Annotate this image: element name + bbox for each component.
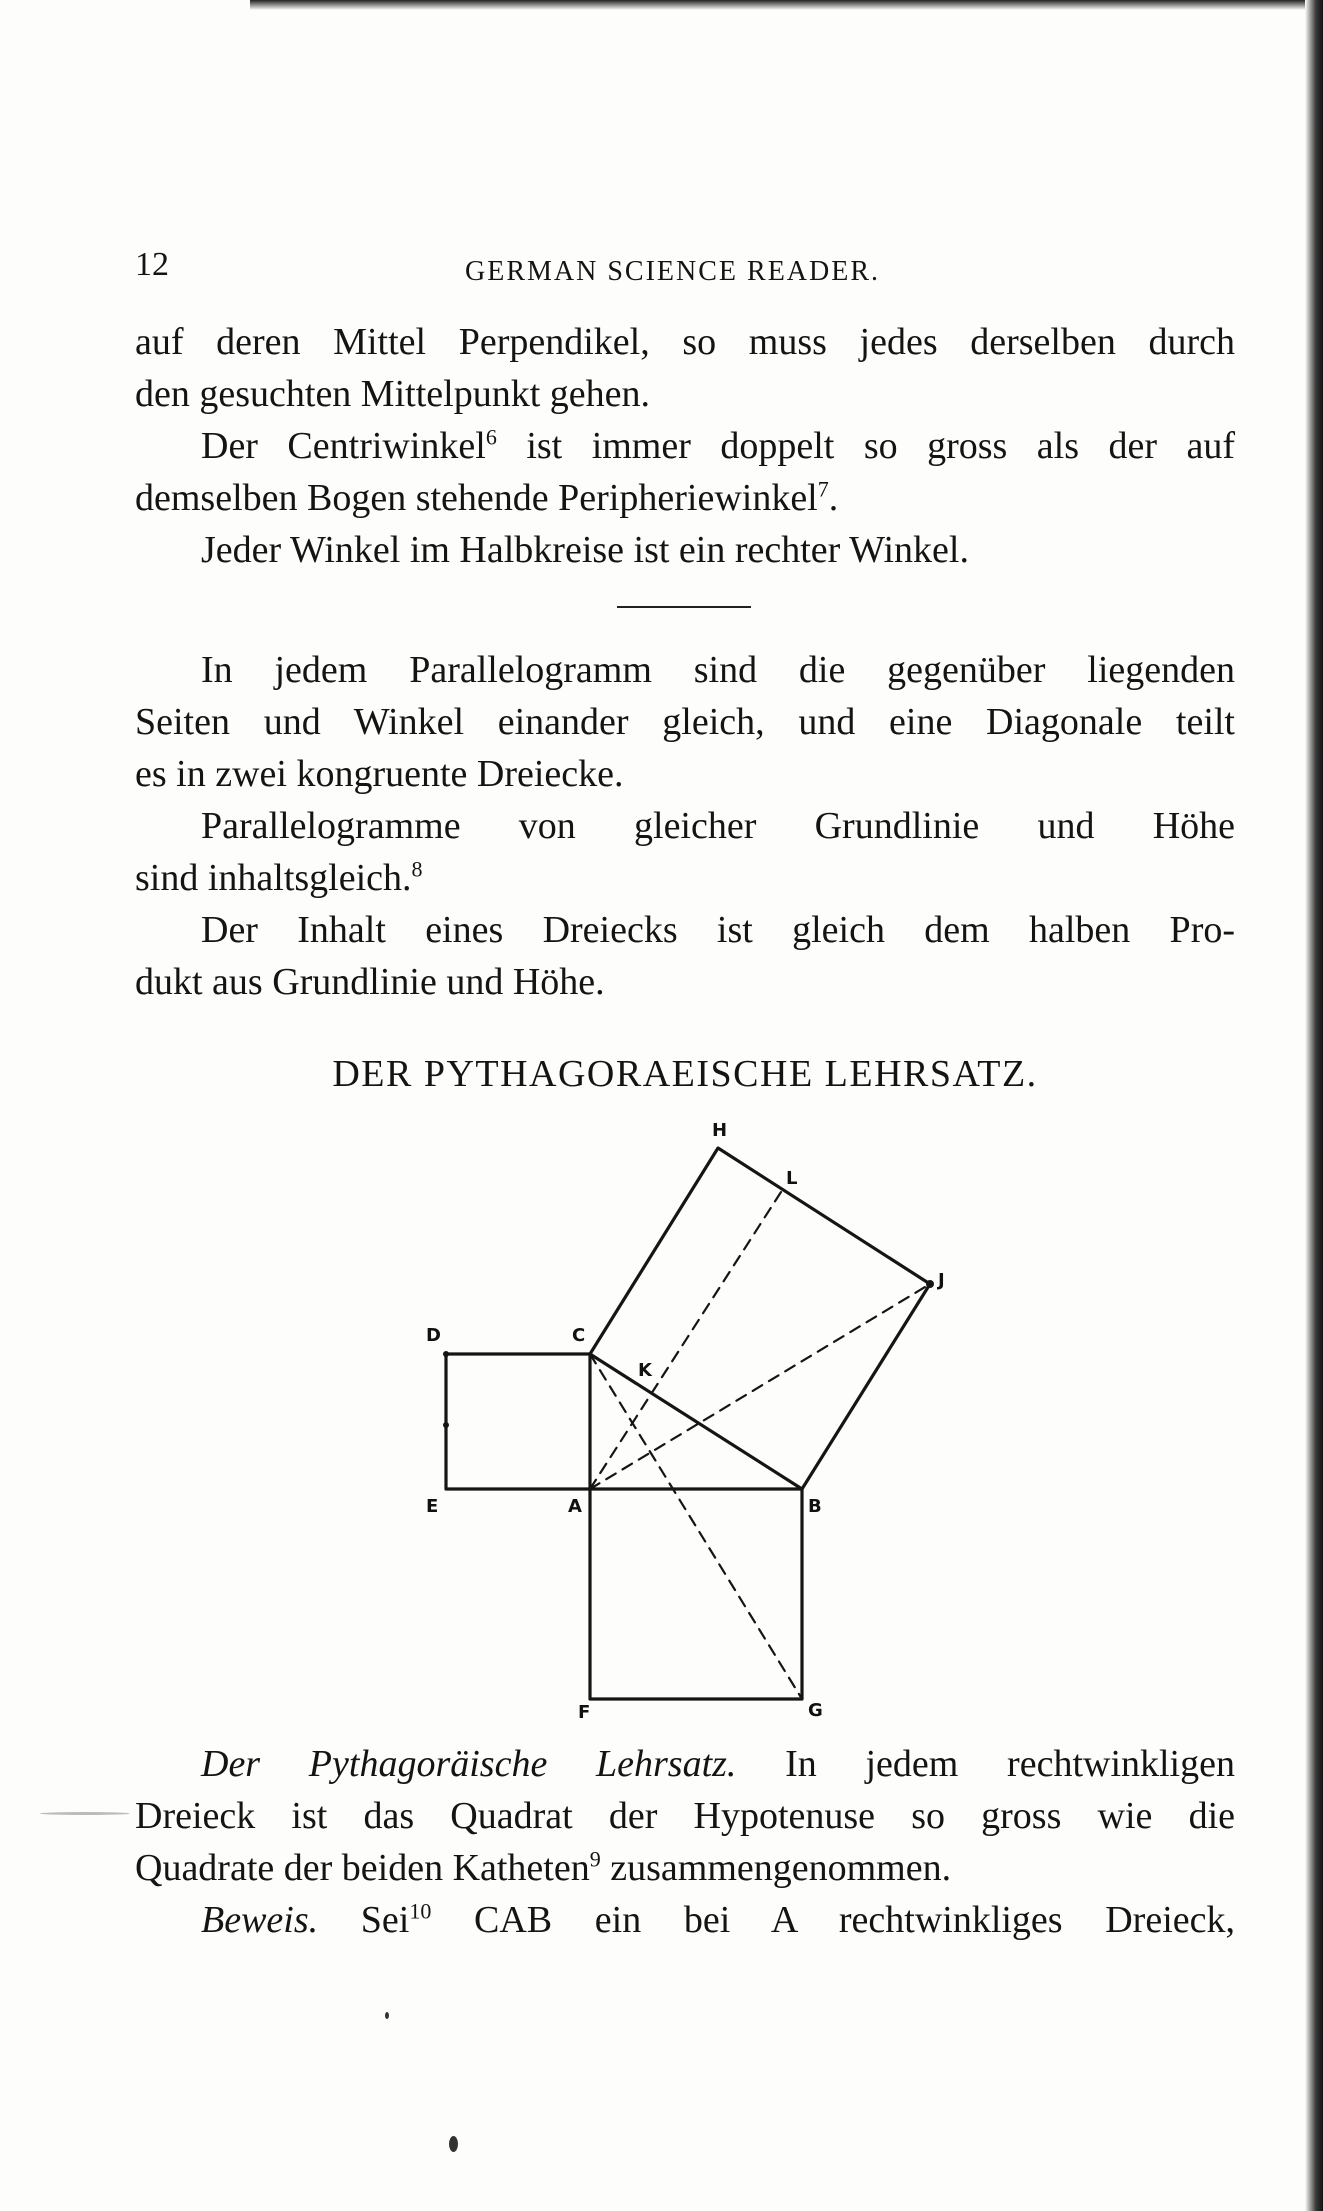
p5-line2-text: sind inhaltsgleich. bbox=[135, 857, 412, 899]
theorem-line1-rest: In jedem rechtwinkligen bbox=[736, 1743, 1235, 1785]
footnote-ref-10: 10 bbox=[409, 1898, 432, 1924]
proof-line1 bbox=[135, 1894, 1235, 1946]
theorem-title: Der Pythagoräische Lehrsatz. bbox=[201, 1743, 737, 1785]
p6-line1: Der Inhalt eines Dreiecks ist gleich dem halben Pro- bbox=[201, 909, 1235, 951]
proof-text-a: Sei bbox=[318, 1899, 410, 1941]
p2-line1 bbox=[135, 420, 1235, 472]
p2-line1-text-b: ist immer doppelt so gross als der auf bbox=[496, 425, 1235, 467]
label-E: E bbox=[426, 1496, 439, 1517]
p2-line2-text-b: . bbox=[828, 477, 839, 519]
p2-line2-text-a: demselben Bogen stehende Peripheriewinkel bbox=[135, 477, 818, 519]
p4-line3: es in zwei kongruente Dreiecke. bbox=[135, 753, 624, 795]
page-edge-shadow-top bbox=[250, 0, 1323, 10]
proof-title: Beweis. bbox=[201, 1899, 319, 1941]
page-number: 12 bbox=[135, 246, 169, 283]
p1-line2: den gesuchten Mittelpunkt gehen. bbox=[135, 373, 650, 415]
p2-line1-text-a: Der Centriwinkel bbox=[201, 425, 486, 467]
label-F: F bbox=[578, 1702, 591, 1723]
label-J: J bbox=[938, 1270, 945, 1291]
ink-speck bbox=[385, 2012, 389, 2019]
p2-line2 bbox=[135, 472, 1235, 524]
page-edge-shadow-right bbox=[1305, 0, 1323, 2211]
label-G: G bbox=[808, 1700, 823, 1721]
pythagoras-figure bbox=[400, 1120, 980, 1730]
p1-line1: auf deren Mittel Perpendikel, so muss jedes derselben durch bbox=[135, 321, 1235, 363]
square-on-ac bbox=[446, 1354, 590, 1489]
edge-de-tick bbox=[443, 1422, 449, 1428]
label-B: B bbox=[808, 1496, 822, 1517]
p3-line1: Jeder Winkel im Halbkreise ist ein rechter Winkel. bbox=[201, 529, 969, 571]
theorem-line2: Dreieck ist das Quadrat der Hypotenuse so gross wie die bbox=[135, 1795, 1235, 1837]
running-title: GERMAN SCIENCE READER. bbox=[465, 256, 881, 287]
p5-line1: Parallelogramme von gleicher Grundlinie und Höhe bbox=[201, 805, 1235, 847]
section-heading: DER PYTHAGORAEISCHE LEHRSATZ. bbox=[332, 1053, 1038, 1095]
page-header bbox=[135, 246, 1235, 296]
ink-speck bbox=[449, 2136, 458, 2152]
label-H: H bbox=[712, 1120, 728, 1141]
theorem-line3-text-a: Quadrate der beiden Katheten bbox=[135, 1847, 590, 1889]
dashed-line-a-l bbox=[590, 1192, 781, 1489]
point-j-dot bbox=[926, 1280, 934, 1288]
label-L: L bbox=[786, 1168, 798, 1189]
figure-svg bbox=[400, 1120, 980, 1730]
point-d-dot bbox=[443, 1351, 449, 1357]
p4-line1: In jedem Parallelogramm sind die gegenüber liegenden bbox=[201, 649, 1235, 691]
label-K: K bbox=[638, 1360, 652, 1381]
footnote-ref-8: 8 bbox=[411, 856, 423, 882]
section-divider bbox=[617, 606, 751, 608]
p4-line2: Seiten und Winkel einander gleich, und eine Diagonale teilt bbox=[135, 701, 1235, 743]
line-c-j bbox=[590, 1284, 930, 1354]
dashed-line-c-g bbox=[590, 1354, 802, 1699]
p6-line2: dukt aus Grundlinie und Höhe. bbox=[135, 961, 605, 1003]
p5-line2 bbox=[135, 852, 1235, 904]
text-block-bottom bbox=[135, 1738, 1235, 1946]
footnote-ref-9: 9 bbox=[589, 1846, 601, 1872]
text-block-top bbox=[135, 316, 1235, 576]
theorem-line3 bbox=[135, 1842, 1235, 1894]
theorem-line1 bbox=[135, 1738, 1235, 1790]
label-A: A bbox=[568, 1496, 582, 1517]
footnote-ref-6: 6 bbox=[485, 424, 497, 450]
label-D: D bbox=[426, 1325, 441, 1346]
text-block-middle bbox=[135, 644, 1235, 1008]
label-C: C bbox=[572, 1325, 586, 1346]
square-on-ab bbox=[590, 1489, 802, 1699]
footnote-ref-7: 7 bbox=[817, 476, 829, 502]
margin-smudge bbox=[40, 1812, 130, 1815]
theorem-line3-text-b: zusammengenommen. bbox=[600, 1847, 952, 1889]
proof-text-b: CAB ein bei A rechtwinkliges Dreieck, bbox=[431, 1899, 1235, 1941]
